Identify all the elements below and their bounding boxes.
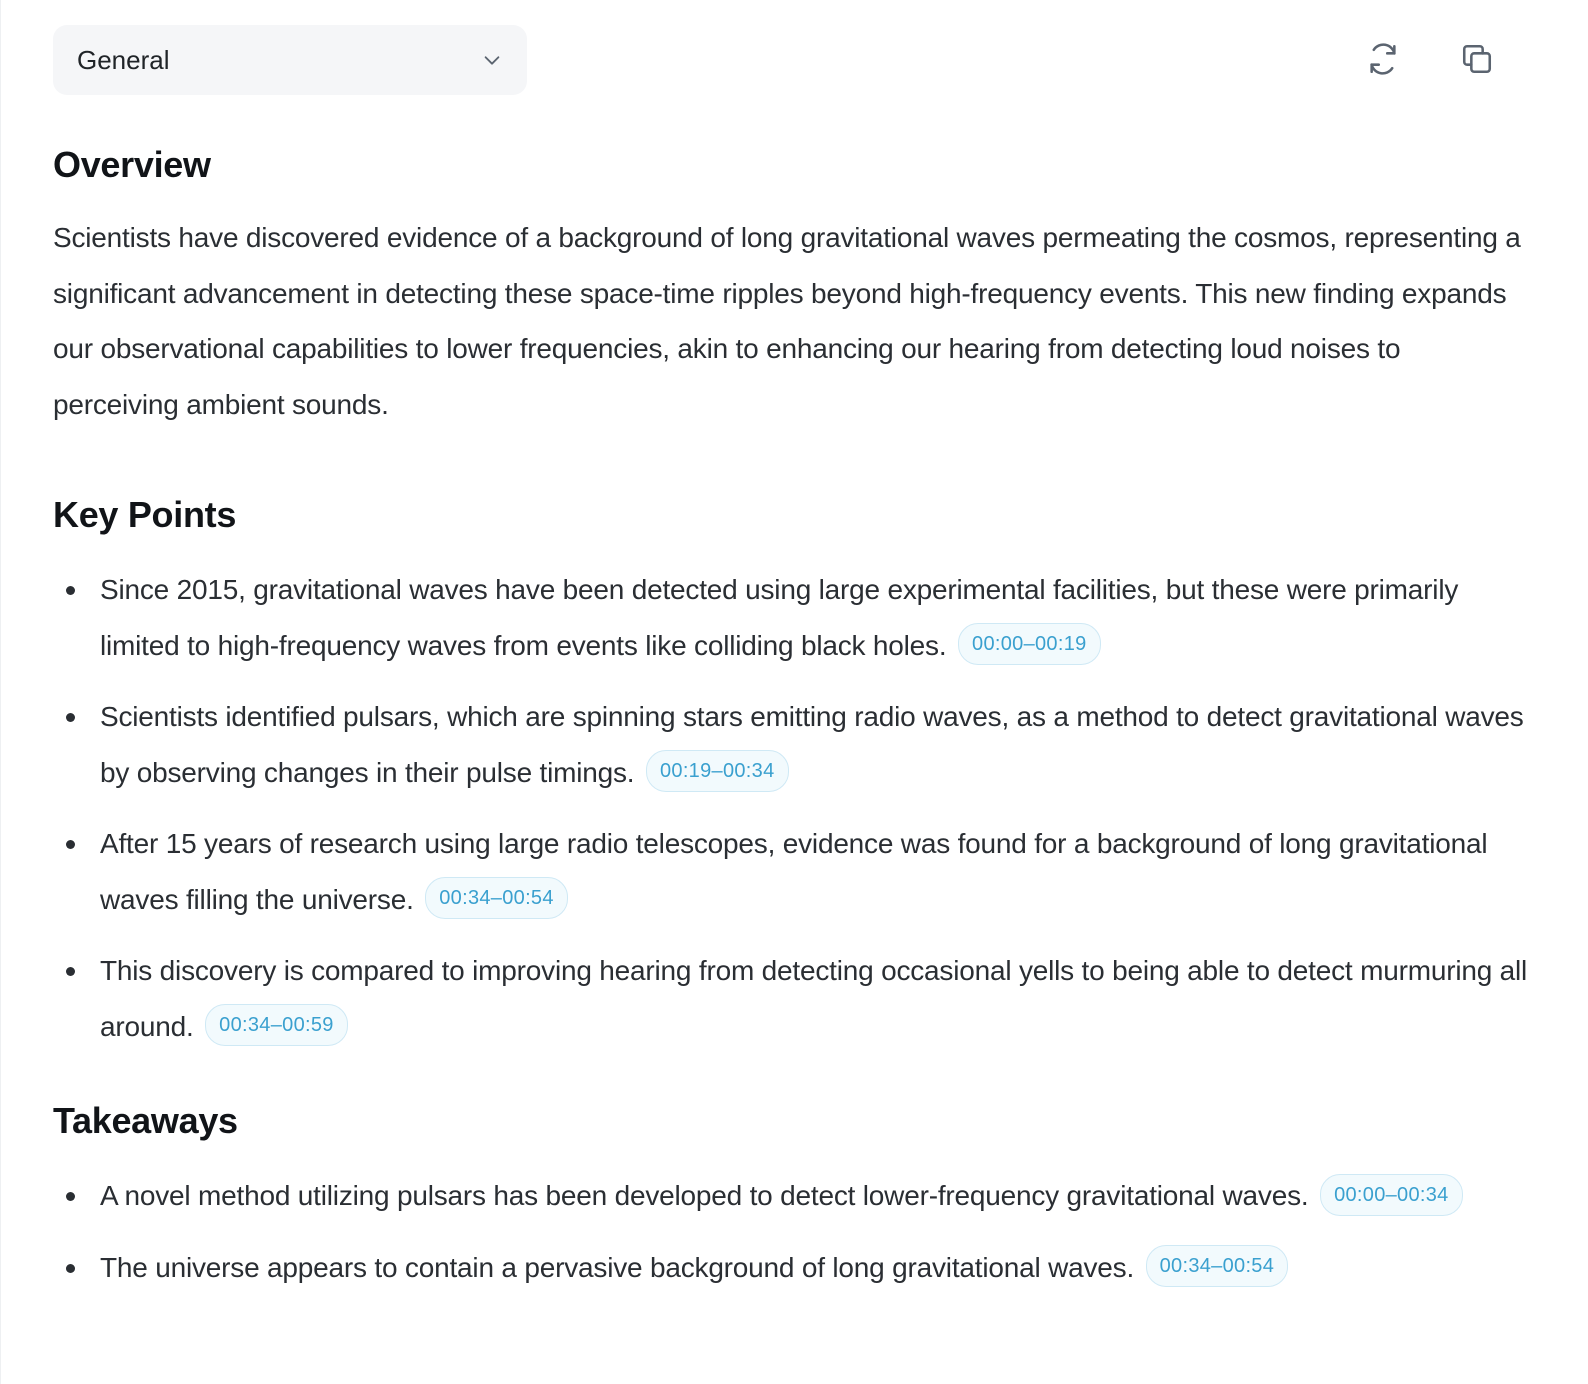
key-points-section — [53, 494, 1533, 1054]
list-item — [53, 816, 1533, 927]
bullet-icon — [66, 967, 75, 976]
list-item — [53, 1168, 1533, 1224]
bullet-icon — [66, 586, 75, 595]
list-item-text: Since 2015, gravitational waves have been detected using large experimental facilities, but these were primarily limited to high-frequency waves from events like colliding black holes. — [100, 574, 1459, 661]
timestamp-chip[interactable]: 00:00–00:34 — [1320, 1174, 1463, 1216]
summary-type-select[interactable] — [53, 25, 527, 95]
list-item-text: This discovery is compared to improving hearing from detecting occasional yells to being able to detect murmuring all around. — [100, 955, 1528, 1042]
list-item — [53, 689, 1533, 800]
bullet-icon — [66, 1192, 75, 1201]
refresh-icon[interactable] — [1363, 39, 1403, 79]
key-points-heading: Key Points — [53, 494, 237, 535]
list-item — [53, 562, 1533, 673]
overview-text: Scientists have discovered evidence of a background of long gravitational waves permeating the cosmos, representing a significant advancement in detecting these space-time ripples beyond high-frequency events. This new finding expands our observational capabilities to lower frequencies, akin to enhancing our hearing from detecting loud noises to perceiving ambient sounds. — [53, 222, 1521, 420]
list-item-text: After 15 years of research using large radio telescopes, evidence was found for a background of long gravitational waves filling the universe. — [100, 828, 1488, 915]
timestamp-chip[interactable]: 00:19–00:34 — [646, 750, 789, 792]
bullet-icon — [66, 840, 75, 849]
timestamp-chip[interactable]: 00:34–00:59 — [205, 1004, 348, 1046]
copy-icon[interactable] — [1457, 39, 1497, 79]
takeaways-section — [53, 1100, 1533, 1295]
takeaways-heading: Takeaways — [53, 1100, 238, 1141]
list-item — [53, 943, 1533, 1054]
timestamp-chip[interactable]: 00:34–00:54 — [425, 877, 568, 919]
bullet-icon — [66, 713, 75, 722]
chevron-down-icon — [481, 49, 503, 71]
takeaways-list — [53, 1168, 1533, 1295]
summary-content — [53, 138, 1533, 1311]
select-value: General — [77, 44, 170, 75]
list-item-text: The universe appears to contain a pervasive background of long gravitational waves. — [100, 1251, 1135, 1283]
timestamp-chip[interactable]: 00:34–00:54 — [1146, 1245, 1289, 1287]
list-item-text: A novel method utilizing pulsars has been developed to detect lower-frequency gravitational waves. — [100, 1180, 1309, 1211]
bullet-icon — [66, 1264, 75, 1273]
list-item — [53, 1240, 1533, 1296]
toolbar — [53, 25, 1536, 95]
timestamp-chip[interactable]: 00:00–00:19 — [958, 623, 1101, 665]
overview-heading: Overview — [53, 144, 211, 185]
key-points-list — [53, 562, 1533, 1054]
list-item-text: Scientists identified pulsars, which are spinning stars emitting radio waves, as a method to detect gravitational waves by observing changes in their pulse timings. — [100, 701, 1524, 788]
